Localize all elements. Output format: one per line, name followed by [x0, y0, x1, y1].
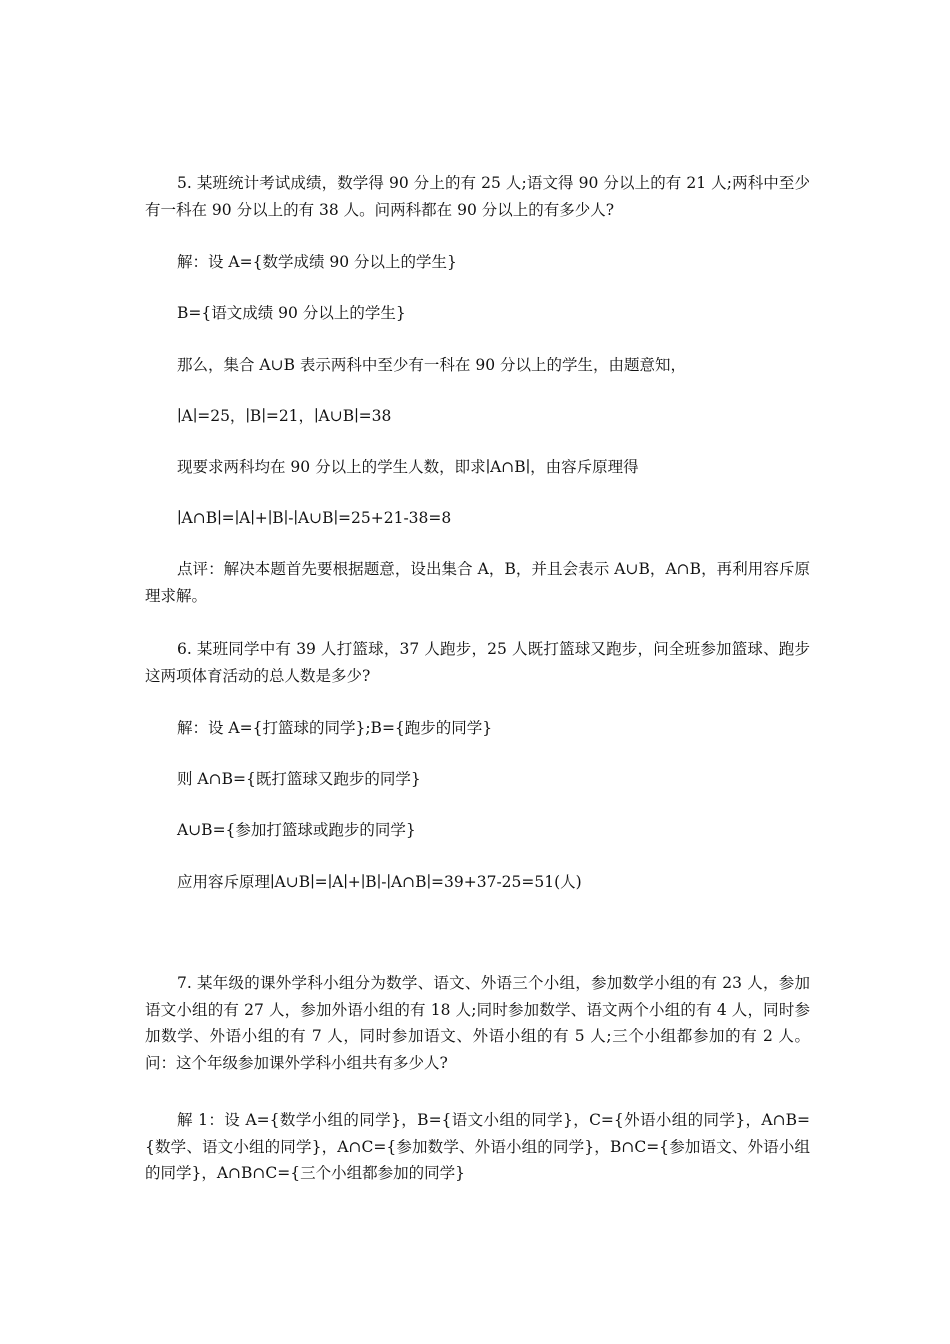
problem-5-line-6: ∣A∩B∣=∣A∣+∣B∣-∣A∪B∣=25+21-38=8	[177, 509, 452, 527]
problem-6-line-2: 则 A∩B={既打篮球又跑步的同学}	[177, 770, 421, 788]
problem-5-line-5: 现要求两科均在 90 分以上的学生人数，即求∣A∩B∣，由容斥原理得	[177, 458, 639, 476]
problem-5-line-3: 那么，集合 A∪B 表示两科中至少有一科在 90 分以上的学生，由题意知，	[177, 356, 687, 374]
problem-5-comment: 点评：解决本题首先要根据题意，设出集合 A，B，并且会表示 A∪B，A∩B，再利用容斥原理求解。	[145, 560, 810, 605]
problem-6-question: 6. 某班同学中有 39 人打篮球，37 人跑步，25 人既打篮球又跑步，问全班参加篮球、跑步这两项体育活动的总人数是多少?	[145, 640, 810, 685]
problem-6-line-3: A∪B={参加打篮球或跑步的同学}	[177, 821, 416, 839]
problem-5-line-4: ∣A∣=25，∣B∣=21，∣A∪B∣=38	[177, 407, 392, 425]
problem-6-line-4: 应用容斥原理∣A∪B∣=∣A∣+∣B∣-∣A∩B∣=39+37-25=51(人)	[177, 873, 582, 891]
problem-7-question: 7. 某年级的课外学科小组分为数学、语文、外语三个小组，参加数学小组的有 23 人，参加语文小组的有 27 人，参加外语小组的有 18 人;同时参加数学、语文两个小组的有 4 人，同时参加数学、外语小组的有 7 人，同时参加语文、外语小组的有 5 人;三个小组都参加的有 2 人。问：这个年级参加课外学科小组共有多少人?	[145, 974, 810, 1072]
problem-7-solution: 解 1：设 A={数学小组的同学}，B={语文小组的同学}，C={外语小组的同学}，A∩B={数学、语文小组的同学}，A∩C={参加数学、外语小组的同学}，B∩C={参加语文、外语小组的同学}，A∩B∩C={三个小组都参加的同学}	[145, 1111, 810, 1182]
problem-5-line-1: 解：设 A={数学成绩 90 分以上的学生}	[177, 253, 457, 271]
problem-6-line-1: 解：设 A={打篮球的同学};B={跑步的同学}	[177, 719, 493, 737]
problem-5-question: 5. 某班统计考试成绩，数学得 90 分上的有 25 人;语文得 90 分以上的有 21 人;两科中至少有一科在 90 分以上的有 38 人。问两科都在 90 分以上的有多少人?	[145, 174, 810, 219]
problem-5-line-2: B={语文成绩 90 分以上的学生}	[177, 304, 406, 322]
